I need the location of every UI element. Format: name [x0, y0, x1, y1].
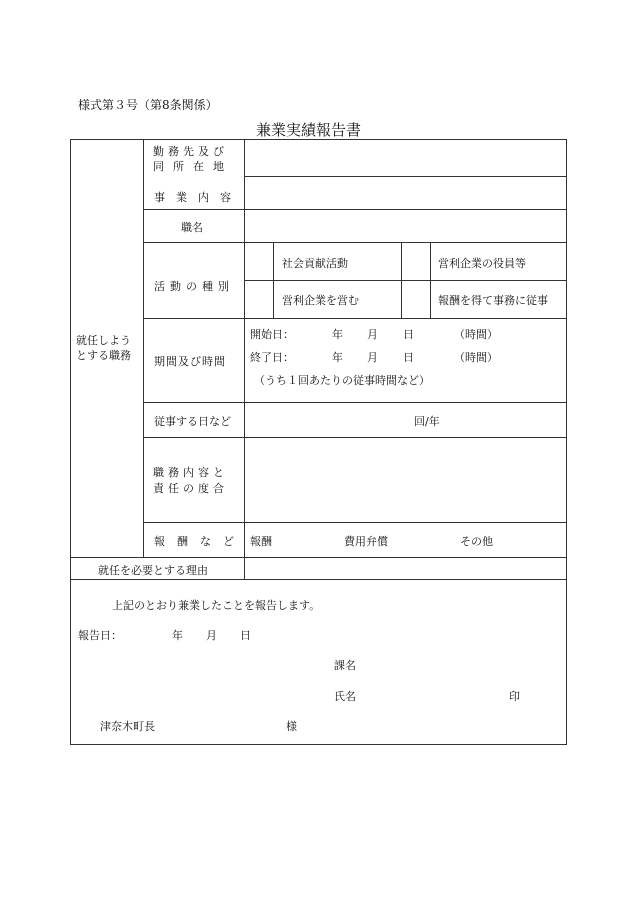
compensation-label: 報酬など	[154, 535, 246, 548]
activity-checkbox[interactable]	[245, 281, 272, 317]
activity-type-label: 活動の種別	[154, 280, 234, 293]
seal-label: 印	[509, 690, 520, 703]
reason-input[interactable]	[245, 558, 566, 578]
hours-label: （時間）	[454, 351, 498, 364]
end-date-label: 終了日：	[250, 351, 294, 364]
grid-line	[143, 139, 144, 557]
grid-line	[143, 242, 567, 243]
month-label: 月	[367, 351, 378, 364]
duties-label-line: 責任の度合	[153, 482, 228, 495]
compensation-item: 費用弁償	[344, 535, 388, 548]
employer-label	[153, 144, 233, 174]
activity-option: 営利企業の役員等	[438, 257, 526, 270]
day-label: 日	[403, 328, 414, 341]
grid-line	[143, 402, 567, 403]
work-days-label: 従事する日など	[154, 415, 231, 428]
reason-label: 就任を必要とする理由	[98, 564, 208, 577]
activity-checkbox[interactable]	[402, 243, 429, 279]
activity-checkbox[interactable]	[245, 243, 272, 279]
report-month: 月	[206, 629, 217, 642]
duties-label	[153, 465, 228, 497]
year-label: 年	[332, 328, 343, 341]
activity-option: 報酬を得て事務に従事	[438, 294, 548, 307]
report-year: 年	[172, 629, 183, 642]
employer-label-line: 同所在地	[153, 160, 233, 173]
page-title: 兼業実績報告書	[256, 121, 362, 139]
month-label: 月	[367, 328, 378, 341]
section-label: 課名	[334, 659, 356, 672]
name-label: 氏名	[334, 690, 356, 703]
grid-line	[143, 318, 567, 319]
position-label-line: 就任しよう	[76, 334, 131, 347]
compensation-item: 報酬	[250, 535, 272, 548]
statement: 上記のとおり兼業したことを報告します。	[112, 599, 321, 612]
addressee: 津奈木町長	[100, 720, 155, 733]
grid-line	[244, 139, 245, 579]
duties-label-line: 職務内容と	[153, 466, 228, 479]
compensation-item: その他	[460, 535, 493, 548]
hours-label: （時間）	[454, 328, 498, 341]
report-date-label: 報告日：	[78, 629, 122, 642]
employer-label-line: 勤務先及び	[153, 145, 228, 158]
grid-line	[143, 209, 567, 210]
grid-line	[143, 437, 567, 438]
position-title-label: 職名	[181, 221, 203, 234]
honorific: 様	[286, 720, 297, 733]
position-label	[76, 333, 131, 363]
form-number: 様式第３号（第8条関係）	[78, 98, 218, 112]
grid-line	[70, 579, 567, 580]
report-form-table	[70, 139, 567, 745]
start-date-label: 開始日：	[250, 328, 294, 341]
period-label: 期間及び時間	[154, 355, 226, 368]
grid-line	[244, 176, 567, 177]
grid-line	[143, 522, 567, 523]
activity-option: 社会貢献活動	[282, 257, 348, 270]
position-label-line: とする職務	[76, 349, 131, 362]
day-label: 日	[403, 351, 414, 364]
year-label: 年	[332, 351, 343, 364]
business-label: 事業内容	[154, 191, 242, 204]
activity-option: 営利企業を営む	[282, 294, 359, 307]
report-day: 日	[240, 629, 251, 642]
activity-checkbox[interactable]	[402, 281, 429, 317]
work-days-value: 回/年	[414, 415, 440, 428]
period-note: （うち１回あたりの従事時間など）	[254, 374, 430, 387]
